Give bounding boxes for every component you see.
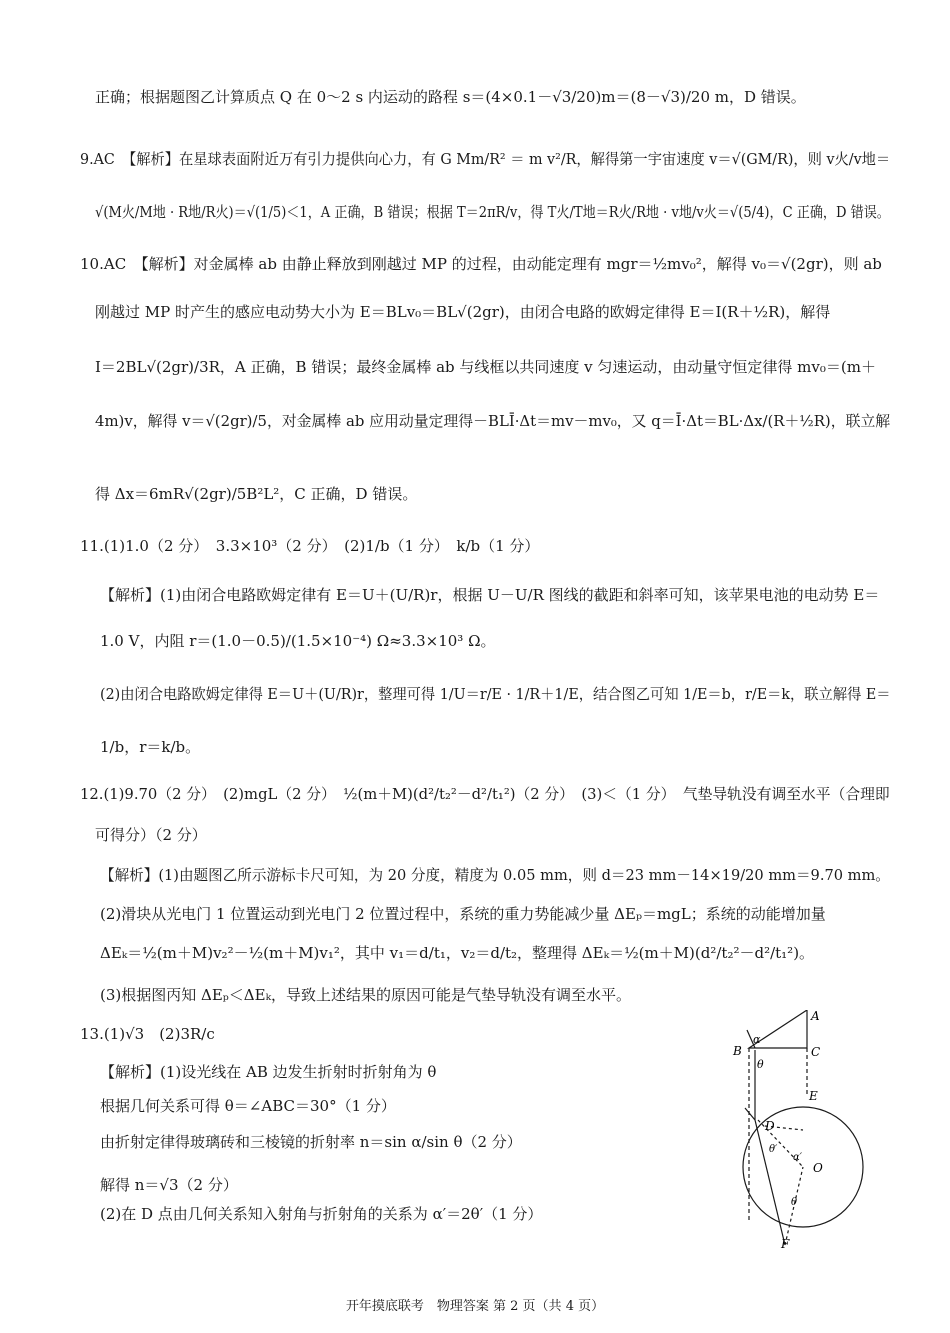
label-O: O <box>813 1161 823 1175</box>
text-line: 正确；根据题图乙计算质点 Q 在 0～2 s 内运动的路程 s＝(4×0.1－√3/20)m＝(8－√3)/20 m，D 错误。 <box>95 88 806 106</box>
text-line: (2)由闭合电路欧姆定律得 E＝U＋(U/R)r，整理可得 1/U＝r/E · 1/R＋1/E，结合图乙可知 1/E＝b，r/E＝k，联立解得 E＝ <box>100 685 891 703</box>
label-E: E <box>809 1089 818 1103</box>
text-line: √(M火/M地 · R地/R火)＝√(1/5)＜1，A 正确，B 错误；根据 T＝2πR/v，得 T火/T地＝R火/R地 · v地/v火＝√(5/4)，C 正确，D 错误。 <box>95 203 890 221</box>
text-line: 刚越过 MP 时产生的感应电动势大小为 E＝BLv₀＝BL√(2gr)，由闭合电路的欧姆定律得 E＝I(R＋½R)，解得 <box>95 303 831 321</box>
text-line: (2)滑块从光电门 1 位置运动到光电门 2 位置过程中，系统的重力势能减少量 ΔEₚ＝mgL；系统的动能增加量 <box>100 905 826 923</box>
text-line: 【解析】(1)由闭合电路欧姆定律有 E＝U＋(U/R)r，根据 U－U/R 图线的截距和斜率可知，该苹果电池的电动势 E＝ <box>100 586 880 604</box>
label-B: B <box>733 1044 742 1058</box>
label-alpha-prime: α′ <box>793 1152 803 1163</box>
text-line: 得 Δx＝6mR√(2gr)/5B²L²，C 正确，D 错误。 <box>95 485 418 503</box>
text-line: 11.(1)1.0（2 分） 3.3×10³（2 分） (2)1/b（1 分） k/b（1 分） <box>80 537 540 555</box>
text-line: (3)根据图丙知 ΔEₚ＜ΔEₖ，导致上述结果的原因可能是气垫导轨没有调至水平。 <box>100 986 632 1004</box>
page-footer: 开年摸底联考 物理答案 第 2 页（共 4 页） <box>345 1299 605 1314</box>
prism-circle-figure <box>725 1010 885 1250</box>
text-line: 可得分）（2 分） <box>95 826 207 844</box>
label-F: F <box>781 1237 790 1250</box>
text-line: 解得 n＝√3（2 分） <box>100 1176 238 1194</box>
label-D: D <box>765 1119 775 1133</box>
text-line: 由折射定律得玻璃砖和三棱镜的折射率 n＝sin α/sin θ（2 分） <box>100 1133 522 1151</box>
text-line: 根据几何关系可得 θ＝∠ABC＝30°（1 分） <box>100 1097 396 1115</box>
text-line: I＝2BL√(2gr)/3R，A 正确，B 错误；最终金属棒 ab 与线框以共同速度 v 匀速运动，由动量守恒定律得 mv₀＝(m＋ <box>95 358 876 376</box>
label-theta-bottom: θ <box>791 1197 798 1208</box>
text-line: 12.(1)9.70（2 分） (2)mgL（2 分） ½(m＋M)(d²/t₂²－d²/t₁²)（2 分） (3)＜（1 分） 气垫导轨没有调至水平（合理即 <box>80 785 890 803</box>
diagram-lines <box>743 1010 863 1245</box>
text-line: ΔEₖ＝½(m＋M)v₂²－½(m＋M)v₁²，其中 v₁＝d/t₁，v₂＝d/t₂，整理得 ΔEₖ＝½(m＋M)(d²/t₂²－d²/t₁²)。 <box>100 944 815 962</box>
text-line: 9.AC 【解析】在星球表面附近万有引力提供向心力，有 G Mm/R² ＝ m v²/R，解得第一宇宙速度 v＝√(GM/R)，则 v火/v地＝ <box>80 150 891 168</box>
label-A: A <box>811 1010 820 1023</box>
text-line: 13.(1)√3 (2)3R/c <box>80 1025 215 1043</box>
text-line: 10.AC 【解析】对金属棒 ab 由静止释放到刚越过 MP 的过程，由动能定理有 mgr＝½mv₀²，解得 v₀＝√(2gr)，则 ab <box>80 255 882 273</box>
label-C: C <box>811 1045 821 1059</box>
text-line: 1/b，r＝k/b。 <box>100 738 201 756</box>
label-theta: θ <box>757 1058 764 1071</box>
text-line: (2)在 D 点由几何关系知入射角与折射角的关系为 α′＝2θ′（1 分） <box>100 1205 543 1223</box>
label-theta-prime: θ′ <box>769 1144 778 1155</box>
text-line: 【解析】(1)由题图乙所示游标卡尺可知，为 20 分度，精度为 0.05 mm，则 d＝23 mm－14×19/20 mm＝9.70 mm。 <box>100 866 890 884</box>
text-line: 1.0 V，内阻 r＝(1.0－0.5)/(1.5×10⁻⁴) Ω≈3.3×10³ Ω。 <box>100 632 496 650</box>
text-line: 【解析】(1)设光线在 AB 边发生折射时折射角为 θ <box>100 1063 437 1081</box>
text-line: 4m)v，解得 v＝√(2gr)/5，对金属棒 ab 应用动量定理得－BLĪ·Δt＝mv－mv₀，又 q＝Ī·Δt＝BL·Δx/(R＋½R)，联立解 <box>95 412 891 430</box>
label-alpha: α <box>753 1033 761 1046</box>
